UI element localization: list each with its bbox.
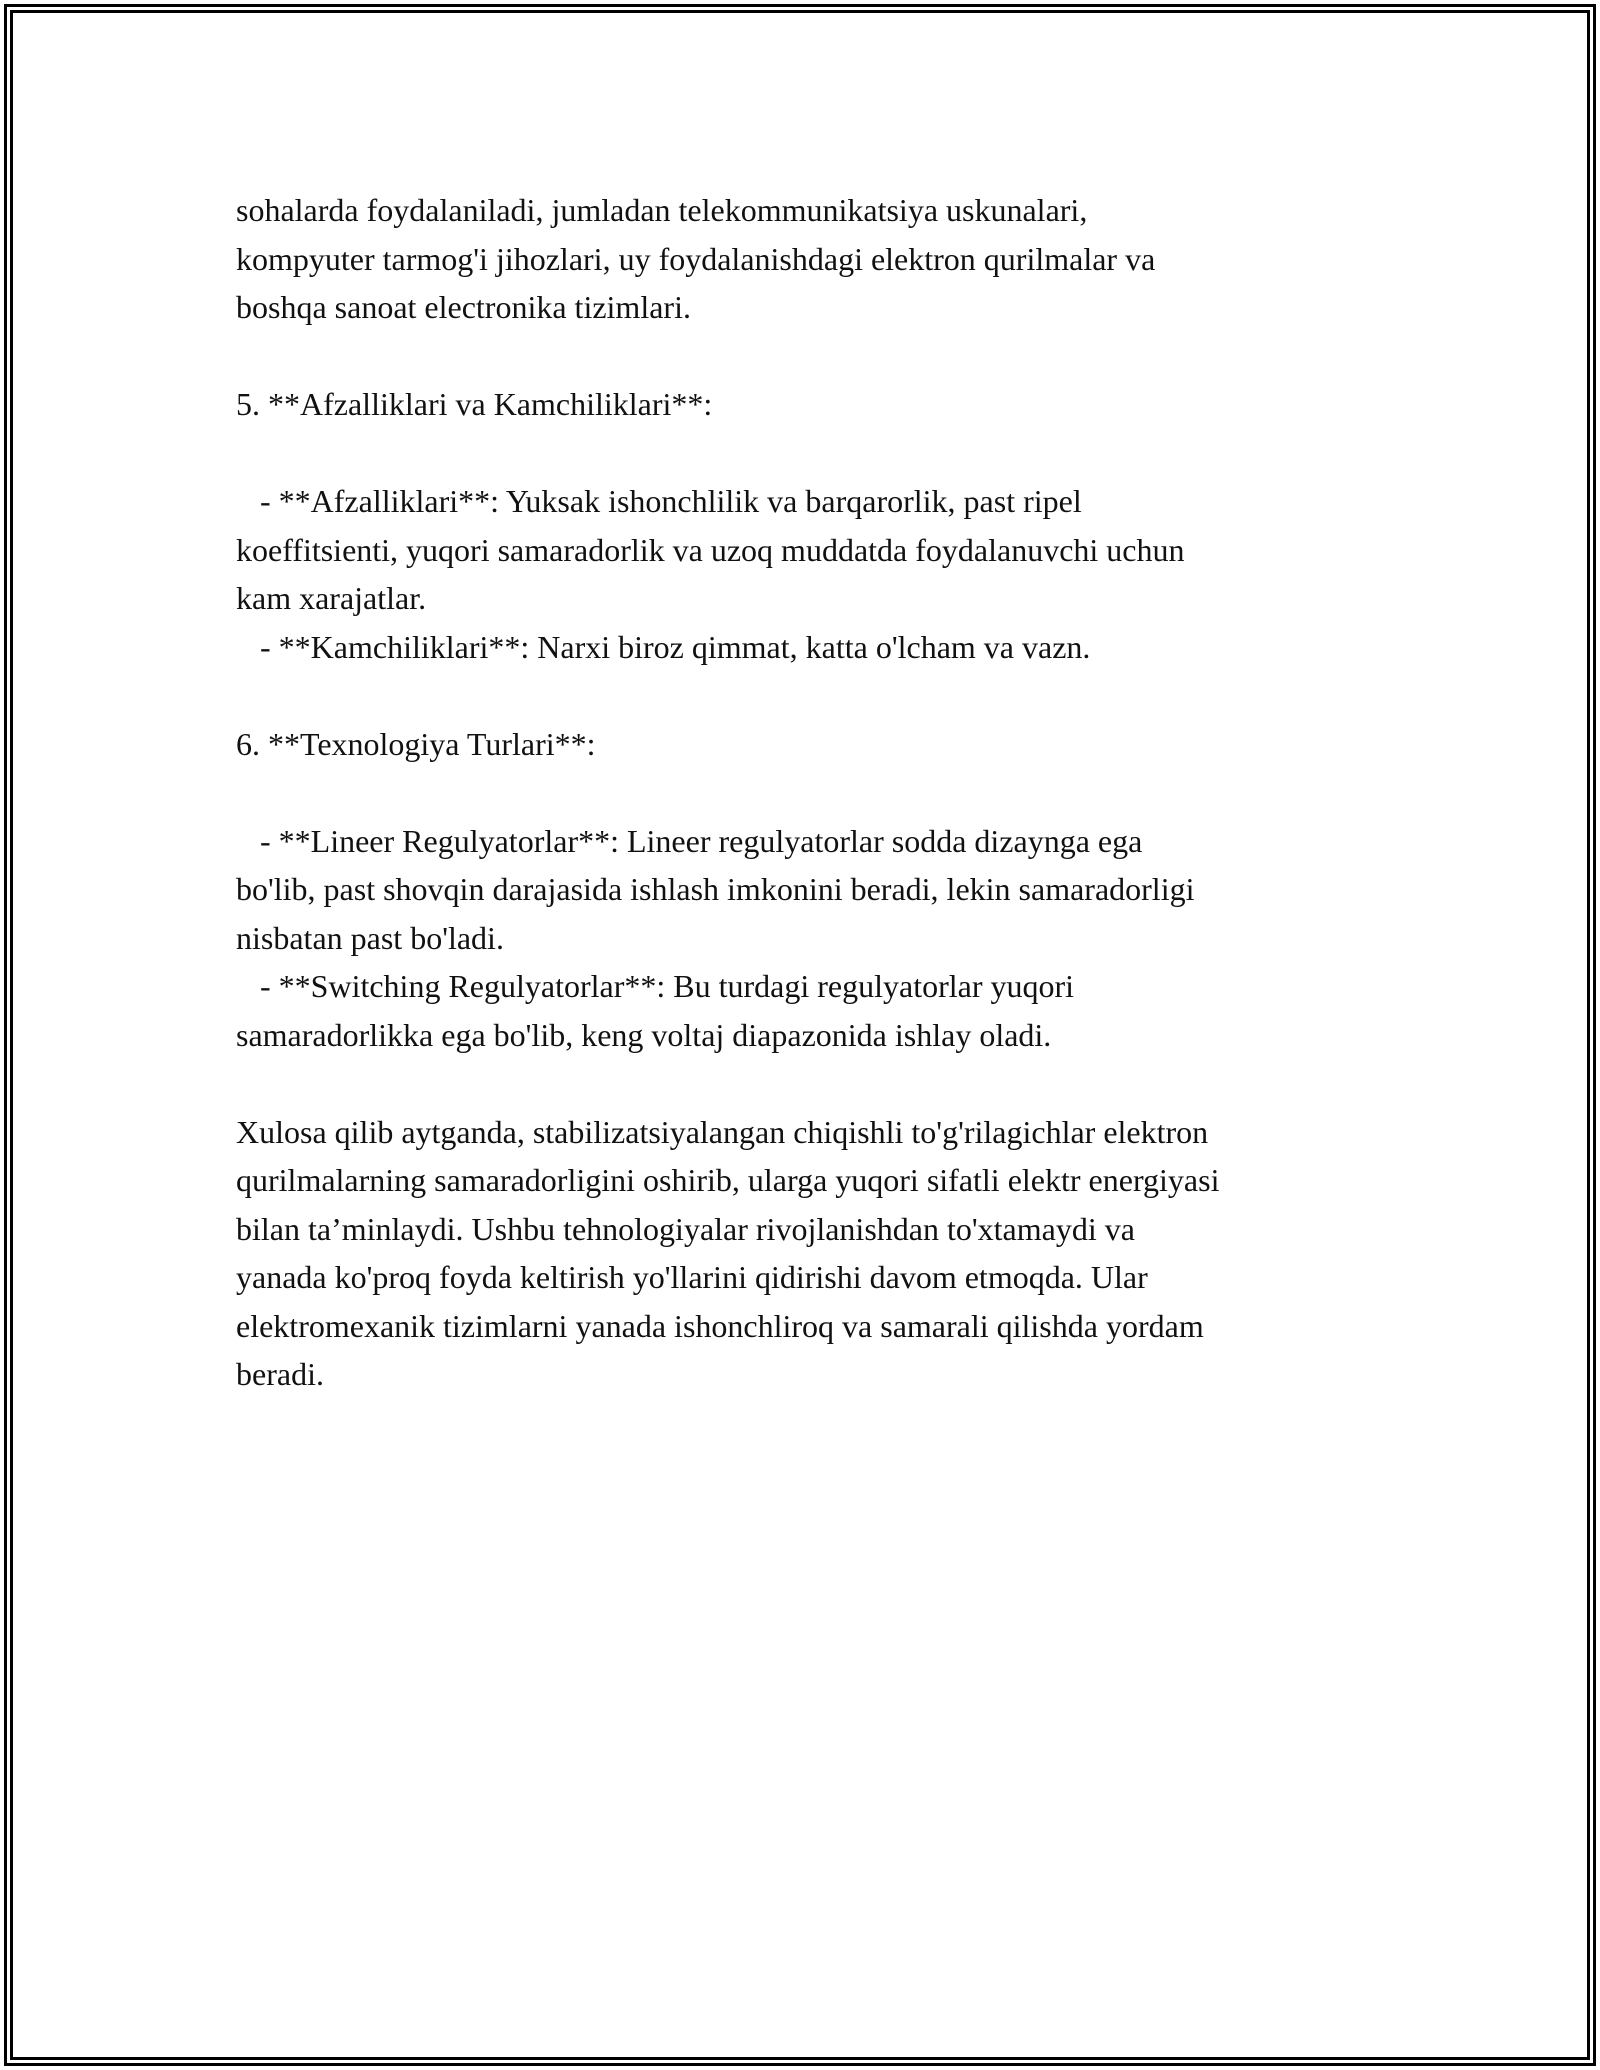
text-line: boshqa sanoat electronika tizimlari. xyxy=(236,289,691,325)
text-line: kompyuter tarmog'i jihozlari, uy foydalanishdagi elektron qurilmalar va xyxy=(236,240,1156,277)
text-line: - **Kamchiliklari**: Narxi biroz qimmat, katta o'lcham va vazn. xyxy=(236,628,1091,665)
section-5-item-advantages xyxy=(236,477,1396,623)
paragraph-gap xyxy=(236,1059,1396,1108)
section-6-item-linear xyxy=(236,817,1396,963)
text-line: nisbatan past bo'ladi. xyxy=(236,919,504,956)
text-line: yanada ko'proq foyda keltirish yo'llarini qidirishi davom etmoqda. Ular xyxy=(236,1259,1148,1295)
section-6-item-switching xyxy=(236,962,1396,1059)
section-6-heading: 6. **Texnologiya Turlari**: xyxy=(236,725,596,762)
paragraph-gap xyxy=(236,332,1396,381)
text-line: beradi. xyxy=(236,1356,324,1392)
text-line: qurilmalarning samaradorligini oshirib, ularga yuqori sifatli elektr energiyasi xyxy=(236,1162,1220,1198)
section-5-item-disadvantages xyxy=(236,623,1396,672)
text-line: elektromexanik tizimlarni yanada ishonchliroq va samarali qilishda yordam xyxy=(236,1307,1204,1344)
text-line: - **Lineer Regulyatorlar**: Lineer regulyatorlar sodda dizaynga ega xyxy=(236,822,1143,859)
text-line: samaradorlikka ega bo'lib, keng voltaj diapazonida ishlay oladi. xyxy=(236,1016,1052,1053)
text-line: koeffitsienti, yuqori samaradorlik va uzoq muddatda foydalanuvchi uchun xyxy=(236,531,1185,568)
intro-paragraph xyxy=(236,186,1396,332)
paragraph-gap xyxy=(236,768,1396,817)
text-line: bo'lib, past shovqin darajasida ishlash imkonini beradi, lekin samaradorligi xyxy=(236,871,1195,907)
text-line: - **Switching Regulyatorlar**: Bu turdagi regulyatorlar yuqori xyxy=(236,968,1075,1004)
conclusion-paragraph xyxy=(236,1108,1396,1399)
text-line: - **Afzalliklari**: Yuksak ishonchlilik va barqarorlik, past ripel xyxy=(236,483,1082,519)
section-5-heading: 5. **Afzalliklari va Kamchiliklari**: xyxy=(236,386,713,422)
paragraph-gap xyxy=(236,429,1396,478)
text-line: sohalarda foydalaniladi, jumladan telekommunikatsiya uskunalari, xyxy=(236,192,1088,228)
text-line: Xulosa qilib aytganda, stabilizatsiyalangan chiqishli to'g'rilagichlar elektron xyxy=(236,1113,1209,1150)
text-line: kam xarajatlar. xyxy=(236,580,427,616)
document-body xyxy=(236,186,1396,1399)
paragraph-gap xyxy=(236,671,1396,720)
text-line: bilan ta’minlaydi. Ushbu tehnologiyalar rivojlanishdan to'xtamaydi va xyxy=(236,1210,1135,1247)
